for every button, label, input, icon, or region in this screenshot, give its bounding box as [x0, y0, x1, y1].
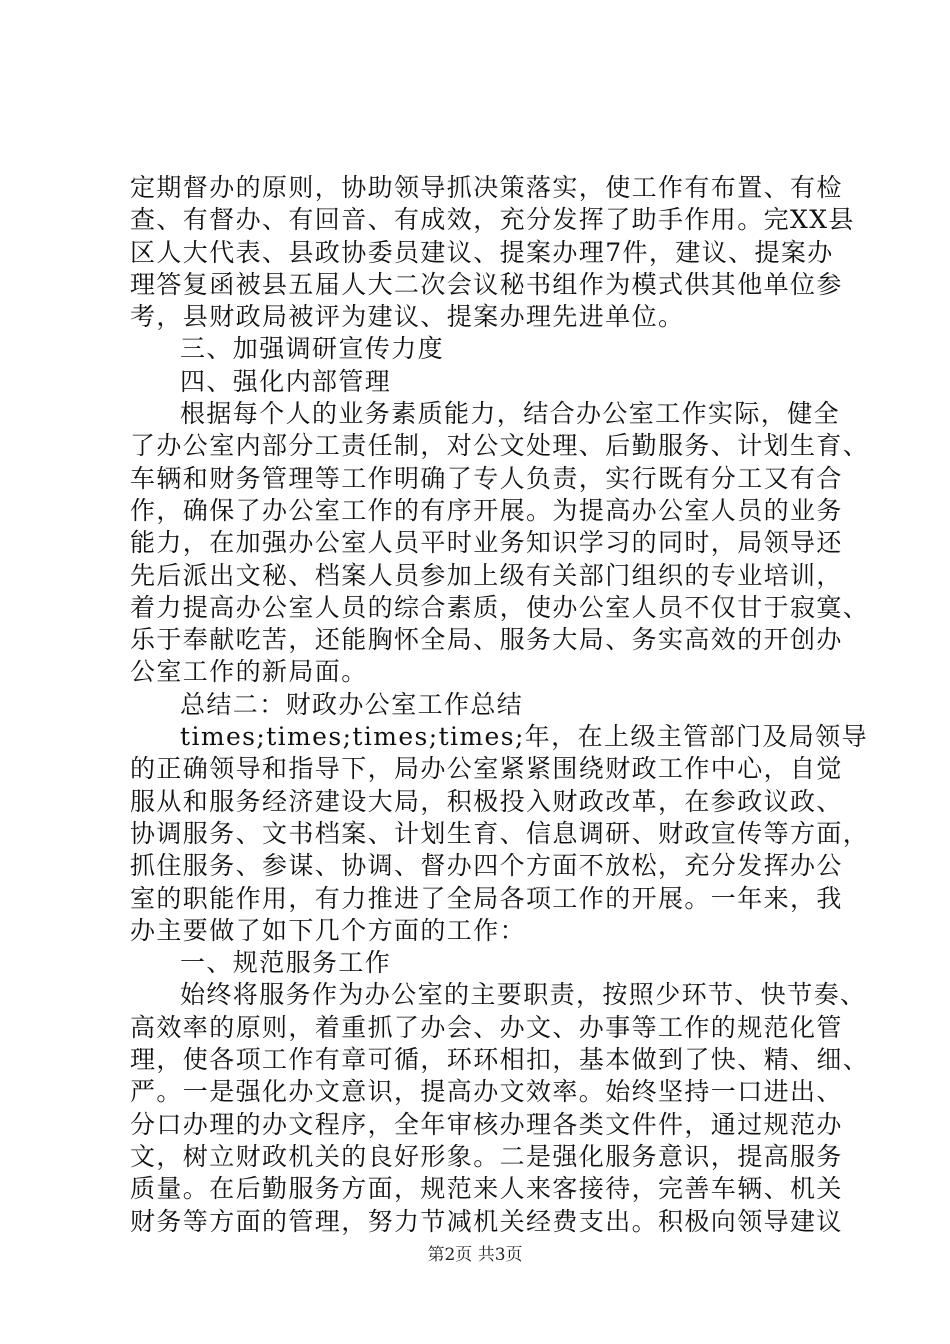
text-line: 高效率的原则，着重抓了办会、办文、办事等工作的规范化管 [130, 1012, 843, 1042]
text-line: 能力，在加强办公室人员平时业务知识学习的同时，局领导还 [130, 528, 843, 558]
text-line: 乐于奉献吃苦，还能胸怀全局、服务大局、务实高效的开创办 [130, 625, 843, 655]
document-body [130, 172, 870, 1238]
text-line: 协调服务、文书档案、计划生育、信息调研、财政宣传等方面， [130, 818, 870, 848]
text-line: 了办公室内部分工责任制，对公文处理、后勤服务、计划生育、 [130, 431, 870, 461]
text-line: 财务等方面的管理，努力节减机关经费支出。积极向领导建议 [130, 1206, 843, 1236]
text-line: 三、加强调研宣传力度 [180, 334, 445, 364]
text-line: 先后派出文秘、档案人员参加上级有关部门组织的专业培训， [130, 560, 843, 590]
text-line: 的正确领导和指导下，局办公室紧紧围绕财政工作中心，自觉 [130, 754, 843, 784]
text-line: 区人大代表、县政协委员建议、提案办理7件，建议、提案办 [130, 237, 834, 267]
text-line: 文，树立财政机关的良好形象。二是强化服务意识，提高服务 [130, 1141, 843, 1171]
text-line: 查、有督办、有回音、有成效，充分发挥了助手作用。完XX县 [130, 205, 855, 235]
text-line: 车辆和财务管理等工作明确了专人负责，实行既有分工又有合 [130, 463, 843, 493]
text-line: 公室工作的新局面。 [130, 657, 368, 687]
text-line: 考，县财政局被评为建议、提案办理先进单位。 [130, 302, 685, 332]
text-line: 一、规范服务工作 [180, 948, 392, 978]
text-line: 理答复函被县五届人大二次会议秘书组作为模式供其他单位参 [130, 269, 843, 299]
text-line: 抓住服务、参谋、协调、督办四个方面不放松，充分发挥办公 [130, 851, 843, 881]
text-line: 根据每个人的业务素质能力，结合办公室工作实际，健全 [180, 399, 841, 429]
text-line: 四、强化内部管理 [180, 366, 392, 396]
page-number: 第2页 共3页 [427, 1245, 523, 1265]
text-line: 着力提高办公室人员的综合素质，使办公室人员不仅甘于寂寞、 [130, 592, 870, 622]
text-line: 总结二：财政办公室工作总结 [180, 689, 524, 719]
text-line: 始终将服务作为办公室的主要职责，按照少环节、快节奏、 [180, 980, 867, 1010]
text-line: 理，使各项工作有章可循，环环相扣，基本做到了快、精、细、 [130, 1045, 870, 1075]
text-line: 分口办理的办文程序，全年审核办理各类文件件，通过规范办 [130, 1109, 843, 1139]
text-line: 定期督办的原则，协助领导抓决策落实，使工作有布置、有检 [130, 173, 843, 202]
text-line: 作，确保了办公室工作的有序开展。为提高办公室人员的业务 [130, 495, 843, 525]
text-line: 严。一是强化办文意识，提高办文效率。始终坚持一口进出、 [130, 1077, 843, 1107]
text-line: 质量。在后勤服务方面，规范来人来客接待，完善车辆、机关 [130, 1174, 843, 1204]
text-line: 室的职能作用，有力推进了全局各项工作的开展。一年来，我 [130, 883, 843, 913]
text-line: 办主要做了如下几个方面的工作： [130, 915, 527, 945]
page-footer [0, 1240, 950, 1265]
text-line: 服从和服务经济建设大局，积极投入财政改革，在参政议政、 [130, 786, 843, 816]
text-line: times;times;times;times;年，在上级主管部门及局领导 [180, 722, 868, 752]
